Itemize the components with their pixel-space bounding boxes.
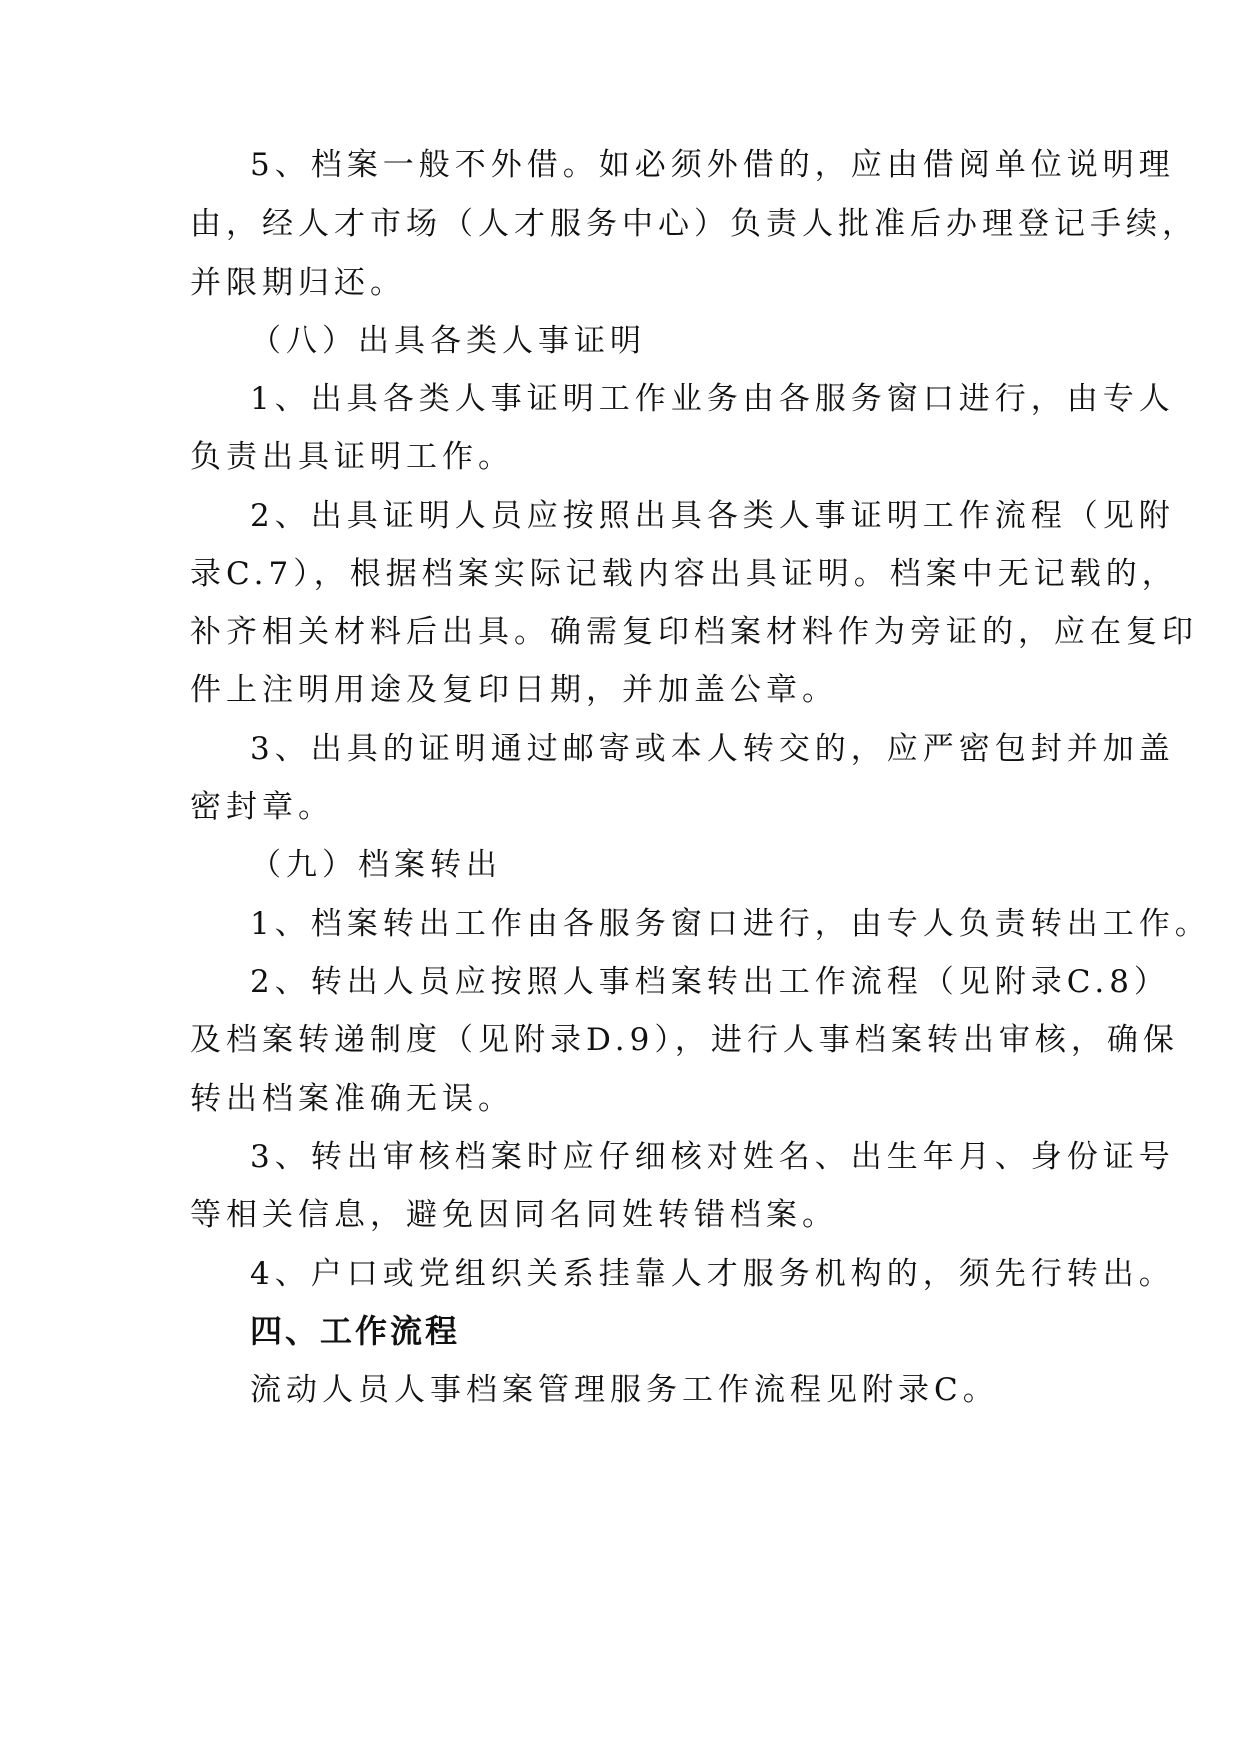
paragraph-line: 1、档案转出工作由各服务窗口进行，由专人负责转出工作。 bbox=[250, 906, 1211, 942]
paragraph-line: 补齐相关材料后出具。确需复印档案材料作为旁证的，应在复印 bbox=[190, 614, 1198, 650]
paragraph-line: 3、转出审核档案时应仔细核对姓名、出生年月、身份证号 bbox=[250, 1139, 1175, 1175]
paragraph-line: 5、档案一般不外借。如必须外借的，应由借阅单位说明理 bbox=[250, 147, 1175, 183]
paragraph-line: 1、出具各类人事证明工作业务由各服务窗口进行，由专人 bbox=[250, 381, 1175, 417]
paragraph-line: 由，经人才市场（人才服务中心）负责人批准后办理登记手续， bbox=[190, 206, 1198, 242]
paragraph-line: 及档案转递制度（见附录D.9），进行人事档案转出审核，确保 bbox=[190, 1022, 1179, 1058]
paragraph-line: 密封章。 bbox=[190, 789, 334, 825]
paragraph-line: 2、转出人员应按照人事档案转出工作流程（见附录C.8） bbox=[250, 964, 1170, 1000]
paragraph-line: 录C.7），根据档案实际记载内容出具证明。档案中无记载的， bbox=[190, 556, 1178, 592]
paragraph-line: 负责出具证明工作。 bbox=[190, 439, 514, 475]
paragraph-line: 流动人员人事档案管理服务工作流程见附录C。 bbox=[250, 1372, 999, 1408]
section-heading: （八）出具各类人事证明 bbox=[250, 323, 646, 359]
section-heading: （九）档案转出 bbox=[250, 847, 502, 883]
paragraph-line: 转出档案准确无误。 bbox=[190, 1081, 514, 1117]
paragraph-line: 件上注明用途及复印日期，并加盖公章。 bbox=[190, 672, 838, 708]
paragraph-line: 等相关信息，避免因同名同姓转错档案。 bbox=[190, 1197, 838, 1233]
paragraph-line: 4、户口或党组织关系挂靠人才服务机构的，须先行转出。 bbox=[250, 1256, 1175, 1292]
paragraph-line: 并限期归还。 bbox=[190, 265, 406, 301]
chapter-heading: 四、工作流程 bbox=[250, 1312, 461, 1350]
paragraph-line: 2、出具证明人员应按照出具各类人事证明工作流程（见附 bbox=[250, 498, 1175, 534]
paragraph-line: 3、出具的证明通过邮寄或本人转交的，应严密包封并加盖 bbox=[250, 731, 1175, 767]
